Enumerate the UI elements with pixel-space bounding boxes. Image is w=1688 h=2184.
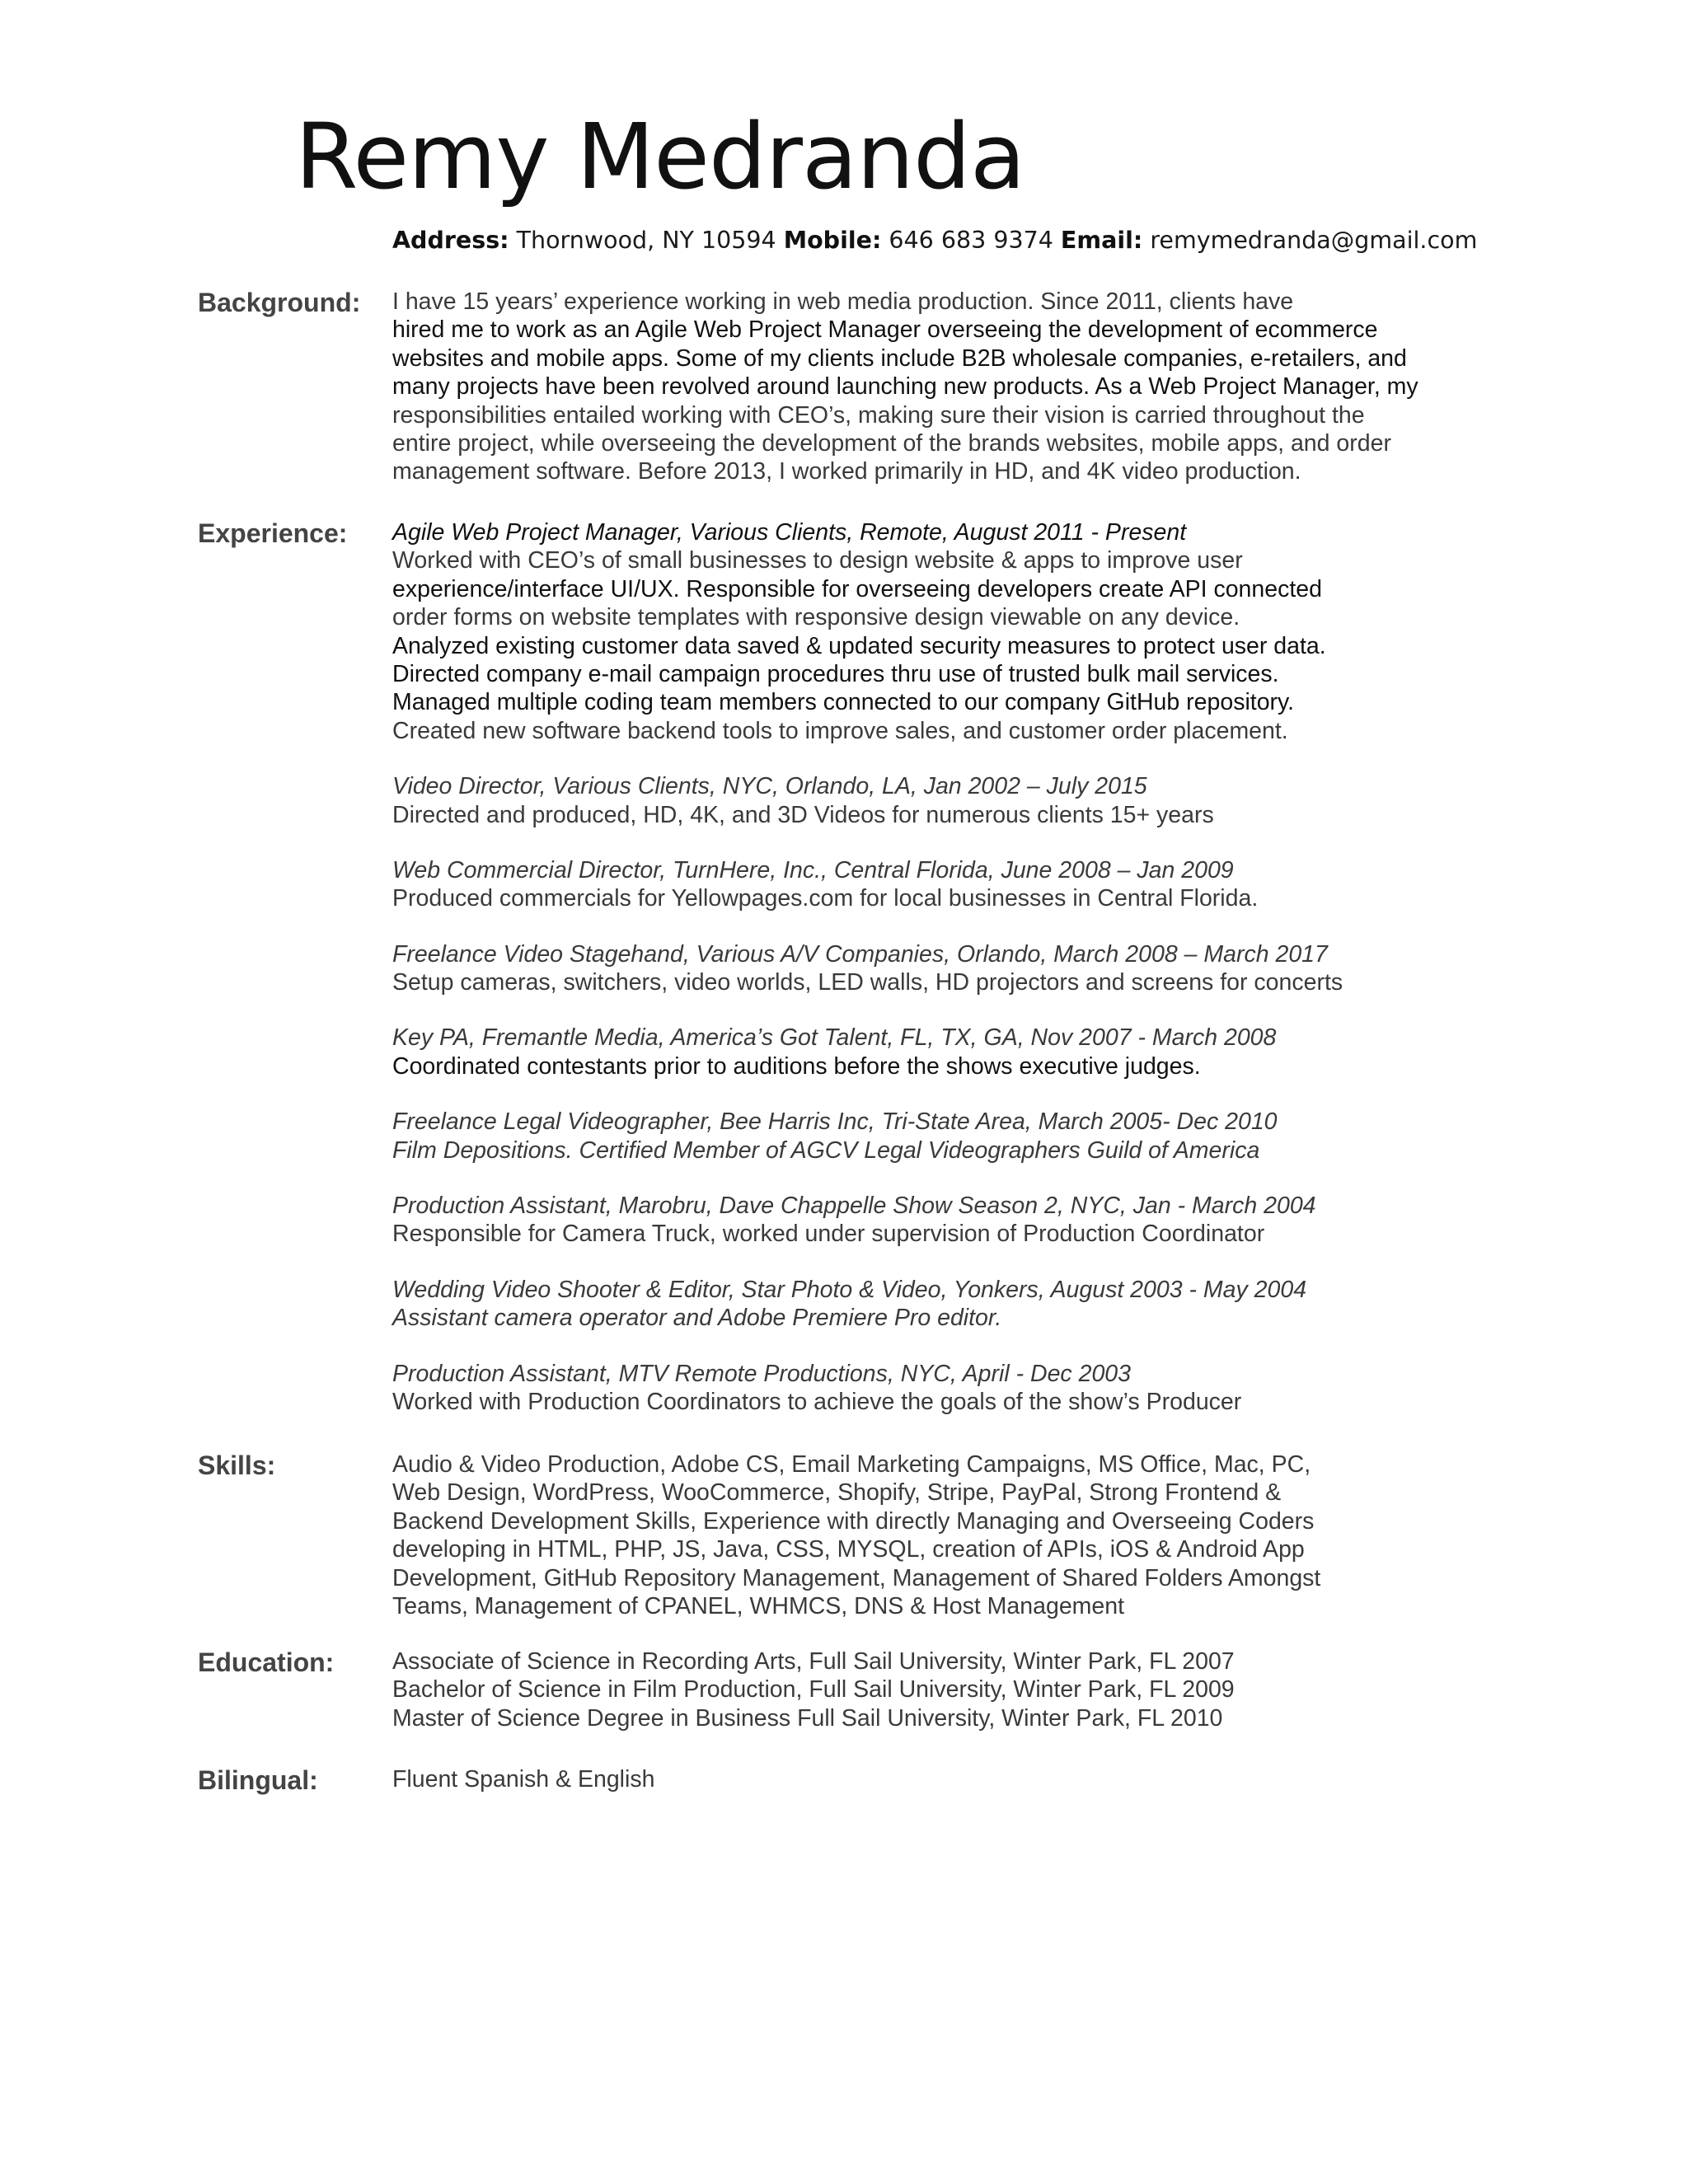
bilingual-text: Fluent Spanish & English — [392, 1766, 655, 1793]
background-line: responsibilities entailed working with CEO’s, making sure their vision is carried throughout the — [392, 401, 1365, 429]
job-entry — [392, 856, 1497, 913]
job-description: Assistant camera operator and Adobe Premiere Pro editor. — [392, 1305, 1002, 1332]
background-line: hired me to work as an Agile Web Project Manager overseeing the development of ecommerce — [392, 316, 1378, 344]
bilingual-section — [392, 1765, 1497, 1793]
job-line: Analyzed existing customer data saved & updated security measures to protect user data. — [392, 632, 1326, 659]
job-title: Key PA, Fremantle Media, America’s Got Talent, FL, TX, GA, Nov 2007 - March 2008 — [392, 1024, 1277, 1052]
address-value: Thornwood, NY 10594 — [516, 227, 776, 254]
email-value: remymedranda@gmail.com — [1150, 227, 1478, 254]
job-entry — [392, 518, 1497, 745]
job-title: Video Director, Various Clients, NYC, Orlando, LA, Jan 2002 – July 2015 — [392, 773, 1147, 800]
skills-line: Web Design, WordPress, WooCommerce, Shopify, Stripe, PayPal, Strong Frontend & — [392, 1479, 1282, 1507]
job-line: order forms on website templates with responsive design viewable on any device. — [392, 604, 1240, 631]
job-title: Freelance Video Stagehand, Various A/V Companies, Orlando, March 2008 – March 2017 — [392, 940, 1328, 968]
education-line: Associate of Science in Recording Arts, Full Sail University, Winter Park, FL 2007 — [392, 1648, 1235, 1675]
job-line: Directed company e-mail campaign procedures thru use of trusted bulk mail services. — [392, 660, 1279, 687]
skills-line: Backend Development Skills, Experience with directly Managing and Overseeing Coders — [392, 1507, 1315, 1535]
background-line: websites and mobile apps. Some of my clients include B2B wholesale companies, e-retailers, and — [392, 344, 1407, 372]
job-entry — [392, 1024, 1497, 1080]
job-entry — [392, 1108, 1497, 1165]
bilingual-label: Bilingual: — [198, 1765, 318, 1795]
job-line: Worked with CEO’s of small businesses to design website & apps to improve user — [392, 547, 1243, 574]
education-section — [392, 1647, 1497, 1732]
job-entry — [392, 1276, 1497, 1333]
job-title: Wedding Video Shooter & Editor, Star Photo & Video, Yonkers, August 2003 - May 2004 — [392, 1276, 1307, 1303]
education-label: Education: — [198, 1647, 335, 1677]
mobile-label: Mobile: — [783, 227, 882, 254]
job-entry — [392, 940, 1497, 997]
education-line: Bachelor of Science in Film Production, Full Sail University, Winter Park, FL 2009 — [392, 1676, 1235, 1704]
background-line: I have 15 years’ experience working in web media production. Since 2011, clients have — [392, 288, 1294, 315]
job-description: Worked with Production Coordinators to achieve the goals of the show’s Producer — [392, 1388, 1242, 1415]
skills-line: Audio & Video Production, Adobe CS, Email Marketing Campaigns, MS Office, Mac, PC, — [392, 1451, 1311, 1478]
background-line: many projects have been revolved around launching new products. As a Web Project Manager, my — [392, 373, 1418, 401]
job-title: Freelance Legal Videographer, Bee Harris Inc, Tri-State Area, March 2005- Dec 2010 — [392, 1108, 1278, 1136]
background-label: Background: — [198, 288, 361, 317]
job-line: Created new software backend tools to improve sales, and customer order placement. — [392, 717, 1288, 744]
job-entry — [392, 1360, 1497, 1417]
job-title: Production Assistant, Marobru, Dave Chappelle Show Season 2, NYC, Jan - March 2004 — [392, 1193, 1316, 1220]
job-description: Responsible for Camera Truck, worked under supervision of Production Coordinator — [392, 1221, 1265, 1248]
job-description: Film Depositions. Certified Member of AGCV Legal Videographers Guild of America — [392, 1137, 1260, 1164]
job-description: Directed and produced, HD, 4K, and 3D Videos for numerous clients 15+ years — [392, 801, 1214, 828]
job-description: Coordinated contestants prior to auditions before the shows executive judges. — [392, 1052, 1201, 1080]
address-label: Address: — [392, 227, 509, 254]
skills-line: Development, GitHub Repository Management, Management of Shared Folders Amongst — [392, 1564, 1321, 1591]
job-line: Managed multiple coding team members connected to our company GitHub repository. — [392, 689, 1295, 716]
job-entry — [392, 772, 1497, 829]
job-entry — [392, 1192, 1497, 1249]
background-line: entire project, while overseeing the development of the brands websites, mobile apps, and order — [392, 429, 1391, 457]
experience-section — [392, 518, 1497, 1443]
job-description: Setup cameras, switchers, video worlds, LED walls, HD projectors and screens for concerts — [392, 969, 1343, 996]
background-line: management software. Before 2013, I worked primarily in HD, and 4K video production. — [392, 458, 1301, 485]
contact-line — [392, 224, 1477, 257]
job-title: Agile Web Project Manager, Various Clients, Remote, August 2011 - Present — [392, 519, 1187, 546]
skills-line: Teams, Management of CPANEL, WHMCS, DNS & Host Management — [392, 1592, 1125, 1619]
education-line: Master of Science Degree in Business Full Sail University, Winter Park, FL 2010 — [392, 1704, 1223, 1732]
mobile-value: 646 683 9374 — [889, 227, 1053, 254]
job-line: experience/interface UI/UX. Responsible for overseeing developers create API connected — [392, 575, 1322, 602]
skills-section — [392, 1451, 1497, 1620]
job-title: Production Assistant, MTV Remote Productions, NYC, April - Dec 2003 — [392, 1360, 1131, 1387]
job-title: Web Commercial Director, TurnHere, Inc., Central Florida, June 2008 – Jan 2009 — [392, 856, 1234, 883]
skills-line: developing in HTML, PHP, JS, Java, CSS, MYSQL, creation of APIs, iOS & Android App — [392, 1536, 1305, 1563]
skills-label: Skills: — [198, 1451, 276, 1480]
job-description: Produced commercials for Yellowpages.com for local businesses in Central Florida. — [392, 885, 1259, 912]
experience-label: Experience: — [198, 518, 348, 548]
background-section — [392, 288, 1497, 486]
resume-name: Remy Medranda — [295, 104, 1025, 209]
email-label: Email: — [1060, 227, 1143, 254]
